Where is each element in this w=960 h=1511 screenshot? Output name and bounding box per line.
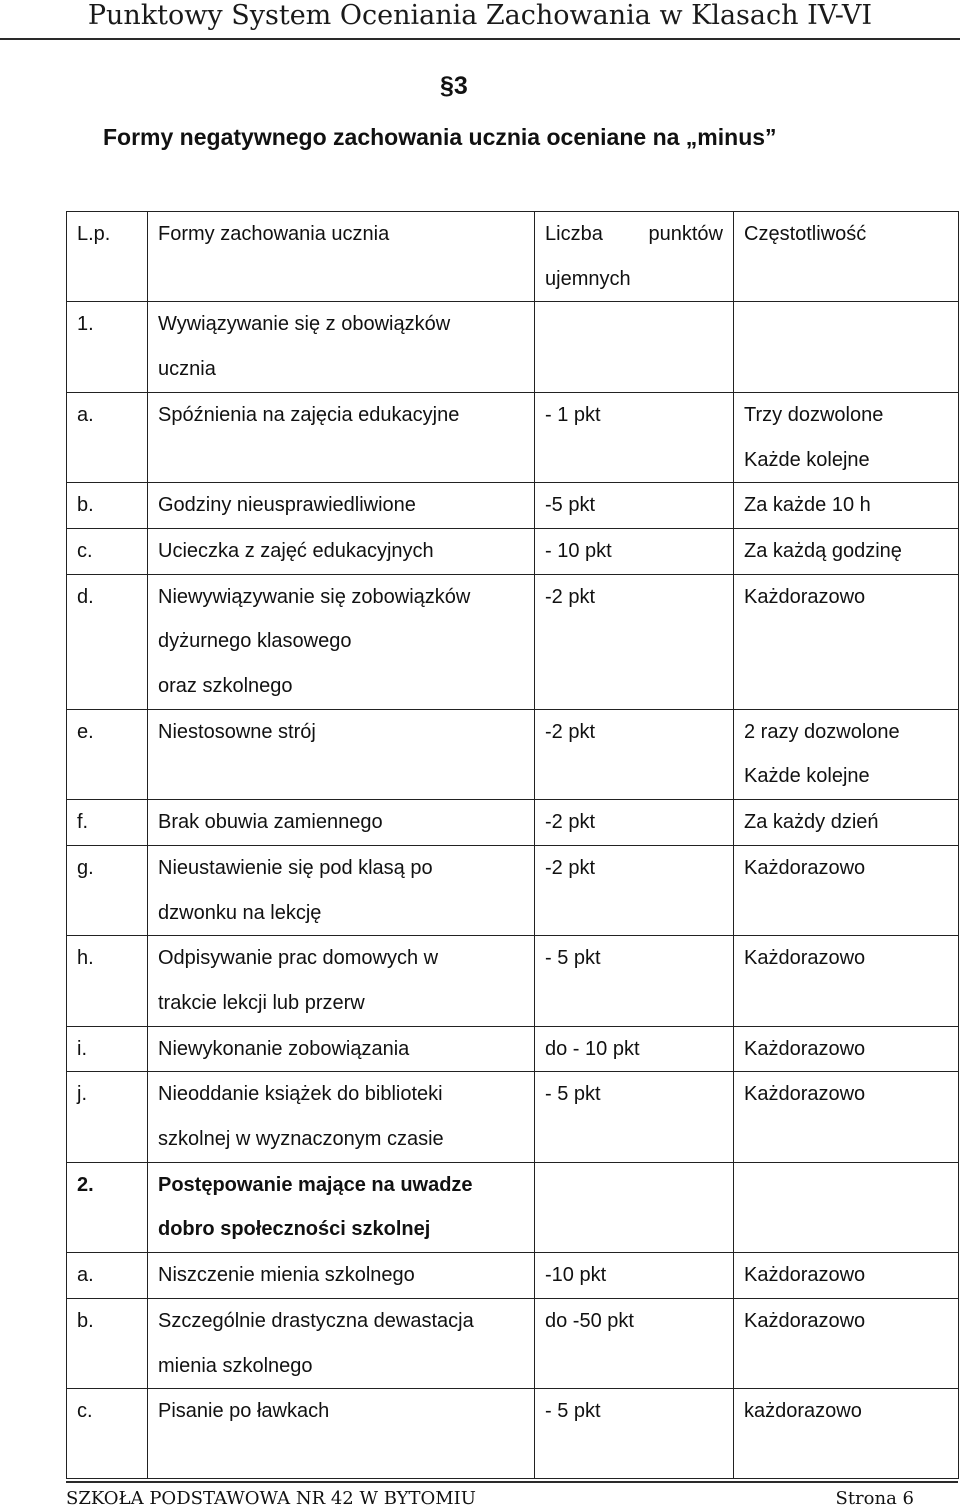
form-line1: Niewywiązywanie się z (158, 585, 362, 608)
row-points: -2 pkt (535, 800, 734, 846)
row-form (148, 1298, 535, 1388)
table-row (67, 1026, 959, 1072)
group-points (535, 302, 734, 392)
row-form (148, 936, 535, 1026)
row-lp: c. (67, 1389, 148, 1479)
form-line3: oraz szkolnego (158, 675, 293, 698)
row-lp: f. (67, 800, 148, 846)
row-lp: a. (67, 1253, 148, 1299)
row-frequency: Każdorazowo (734, 1072, 959, 1162)
group-lp: 2. (67, 1162, 148, 1252)
row-frequency: Za każde 10 h (734, 483, 959, 529)
frequency-line2: Każde kolejne (744, 765, 870, 788)
footer-page-number: Strona 6 (835, 1488, 914, 1509)
table-row (67, 1072, 959, 1162)
section-title: Formy negatywnego zachowania ucznia oceniane na „minus” (103, 124, 777, 150)
row-form (148, 574, 535, 709)
frequency-line1: Trzy dozwolone (744, 403, 884, 426)
header-points (535, 212, 734, 302)
row-form (148, 1072, 535, 1162)
section-number: §3 (440, 72, 468, 100)
row-lp: d. (67, 574, 148, 709)
form-line1: Nieustawienie się pod klasą po (158, 856, 433, 879)
footer-school-name: SZKOŁA PODSTAWOWA NR 42 W BYTOMIU (66, 1488, 476, 1509)
table-row (67, 392, 959, 482)
frequency-line1: 2 razy dozwolone (744, 720, 900, 743)
group-row (67, 1162, 959, 1252)
header-forms: Formy zachowania ucznia (148, 212, 535, 302)
row-frequency: Każdorazowo (734, 574, 959, 709)
row-frequency (734, 709, 959, 799)
table-row (67, 845, 959, 935)
row-frequency: Każdorazowo (734, 936, 959, 1026)
row-lp: c. (67, 528, 148, 574)
row-points: do - 10 pkt (535, 1026, 734, 1072)
group-lp: 1. (67, 302, 148, 392)
row-form: Ucieczka z zajęć edukacyjnych (148, 528, 535, 574)
row-points: - 1 pkt (535, 392, 734, 482)
behavior-table (66, 211, 959, 1479)
group-points (535, 1162, 734, 1252)
row-lp: j. (67, 1072, 148, 1162)
footer-rule (66, 1481, 958, 1483)
row-frequency: każdorazowo (734, 1389, 959, 1479)
table-row (67, 936, 959, 1026)
group-title-line2: ucznia (158, 358, 216, 381)
row-points: - 5 pkt (535, 1389, 734, 1479)
header-frequency: Częstotliwość (734, 212, 959, 302)
row-points: - 5 pkt (535, 936, 734, 1026)
row-frequency: Każdorazowo (734, 1298, 959, 1388)
row-frequency: Każdorazowo (734, 845, 959, 935)
row-lp: i. (67, 1026, 148, 1072)
form-line2: dzwonku na lekcję (158, 901, 322, 924)
group-frequency (734, 302, 959, 392)
row-form: Niszczenie mienia szkolnego (148, 1253, 535, 1299)
header-lp: L.p. (67, 212, 148, 302)
running-header: Punktowy System Oceniania Zachowania w Klasach IV-VI (87, 0, 873, 31)
group-title-line1: Wywiązywanie się z obowiązków (158, 313, 451, 336)
row-points: - 10 pkt (535, 528, 734, 574)
row-form: Spóźnienia na zajęcia edukacyjne (148, 392, 535, 482)
frequency-line2: Każde kolejne (744, 448, 870, 471)
table-row (67, 1253, 959, 1299)
row-points: -5 pkt (535, 483, 734, 529)
row-points: - 5 pkt (535, 1072, 734, 1162)
group-title (148, 302, 535, 392)
header-points-line2: ujemnych (545, 267, 631, 290)
row-frequency: Za każdy dzień (734, 800, 959, 846)
row-lp: a. (67, 392, 148, 482)
row-form: Niewykonanie zobowiązania (148, 1026, 535, 1072)
row-frequency: Za każdą godzinę (734, 528, 959, 574)
row-lp: e. (67, 709, 148, 799)
row-points: -2 pkt (535, 574, 734, 709)
table-row (67, 1389, 959, 1479)
row-frequency: Każdorazowo (734, 1026, 959, 1072)
row-form: Godziny nieusprawiedliwione (148, 483, 535, 529)
table-row (67, 709, 959, 799)
group-row (67, 302, 959, 392)
table-row (67, 483, 959, 529)
form-line1: Odpisywanie prac domowych w (158, 947, 439, 970)
form-line2: szkolnej w wyznaczonym czasie (158, 1128, 444, 1151)
row-form: Pisanie po ławkach (148, 1389, 535, 1479)
table-row (67, 1298, 959, 1388)
row-points: -2 pkt (535, 709, 734, 799)
row-lp: g. (67, 845, 148, 935)
row-frequency: Każdorazowo (734, 1253, 959, 1299)
row-points: do -50 pkt (535, 1298, 734, 1388)
row-lp: b. (67, 1298, 148, 1388)
form-line2: obowiązków dyżurnego klasowego (158, 585, 471, 653)
form-line1: Nieoddanie książek do biblioteki (158, 1083, 443, 1106)
row-frequency (734, 392, 959, 482)
table-row (67, 528, 959, 574)
table-header-row (67, 212, 959, 302)
form-line2: mienia szkolnego (158, 1354, 313, 1377)
form-line1: Szczególnie drastyczna dewastacja (158, 1309, 474, 1332)
header-points-line1: Liczba punktów (545, 223, 723, 245)
row-points: -2 pkt (535, 845, 734, 935)
row-lp: b. (67, 483, 148, 529)
form-line2: trakcie lekcji lub przerw (158, 991, 365, 1014)
group-title-line2: dobro społeczności szkolnej (158, 1218, 431, 1241)
header-rule (0, 38, 960, 40)
row-lp: h. (67, 936, 148, 1026)
table-row (67, 574, 959, 709)
group-frequency (734, 1162, 959, 1252)
group-title (148, 1162, 535, 1252)
group-title-line1: Postępowanie mające na uwadze (158, 1173, 473, 1196)
row-form (148, 845, 535, 935)
row-form: Brak obuwia zamiennego (148, 800, 535, 846)
row-points: -10 pkt (535, 1253, 734, 1299)
table-row (67, 800, 959, 846)
row-form: Niestosowne strój (148, 709, 535, 799)
